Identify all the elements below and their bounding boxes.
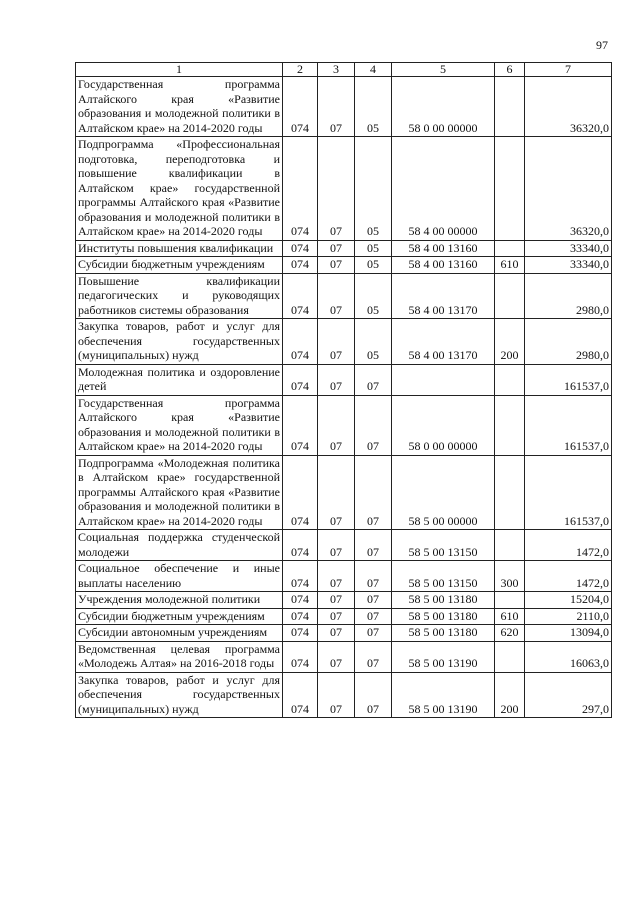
item-name-cell: Институты повышения квалификации	[76, 240, 283, 257]
subsection-code-cell: 05	[355, 77, 392, 137]
table-row	[76, 77, 612, 137]
expense-type-code-cell: 620	[495, 625, 525, 642]
column-header: 7	[525, 63, 612, 77]
ministry-code-cell: 074	[283, 592, 318, 609]
section-code-cell: 07	[318, 672, 355, 718]
ministry-code-cell: 074	[283, 530, 318, 561]
amount-cell: 36320,0	[525, 77, 612, 137]
target-article-code-cell: 58 0 00 00000	[392, 395, 495, 455]
page-number: 97	[596, 38, 608, 52]
amount-cell: 33340,0	[525, 240, 612, 257]
expense-type-code-cell: 610	[495, 257, 525, 274]
item-name-cell: Закупка товаров, работ и услуг для обеспечения государственных (муниципальных) нужд	[76, 319, 283, 365]
column-header: 2	[283, 63, 318, 77]
ministry-code-cell: 074	[283, 641, 318, 672]
target-article-code-cell: 58 0 00 00000	[392, 77, 495, 137]
ministry-code-cell: 074	[283, 561, 318, 592]
section-code-cell: 07	[318, 240, 355, 257]
subsection-code-cell: 05	[355, 319, 392, 365]
section-code-cell: 07	[318, 364, 355, 395]
ministry-code-cell: 074	[283, 240, 318, 257]
target-article-code-cell: 58 5 00 13190	[392, 641, 495, 672]
ministry-code-cell: 074	[283, 77, 318, 137]
table-row	[76, 455, 612, 530]
item-name-cell: Субсидии бюджетным учреждениям	[76, 608, 283, 625]
subsection-code-cell: 07	[355, 561, 392, 592]
expense-type-code-cell	[495, 77, 525, 137]
ministry-code-cell: 074	[283, 364, 318, 395]
target-article-code-cell: 58 5 00 13190	[392, 672, 495, 718]
section-code-cell: 07	[318, 592, 355, 609]
table-row	[76, 319, 612, 365]
target-article-code-cell: 58 4 00 13170	[392, 319, 495, 365]
table-row	[76, 257, 612, 274]
table-row	[76, 530, 612, 561]
table-row	[76, 395, 612, 455]
item-name-cell: Субсидии автономным учреждениям	[76, 625, 283, 642]
column-header: 6	[495, 63, 525, 77]
section-code-cell: 07	[318, 395, 355, 455]
ministry-code-cell: 074	[283, 319, 318, 365]
table-row	[76, 672, 612, 718]
target-article-code-cell: 58 4 00 00000	[392, 137, 495, 241]
expense-type-code-cell: 200	[495, 319, 525, 365]
subsection-code-cell: 07	[355, 364, 392, 395]
amount-cell: 161537,0	[525, 364, 612, 395]
target-article-code-cell: 58 5 00 13180	[392, 592, 495, 609]
target-article-code-cell: 58 5 00 13150	[392, 561, 495, 592]
amount-cell: 16063,0	[525, 641, 612, 672]
table-row	[76, 561, 612, 592]
target-article-code-cell: 58 4 00 13160	[392, 240, 495, 257]
expense-type-code-cell: 610	[495, 608, 525, 625]
subsection-code-cell: 05	[355, 273, 392, 319]
amount-cell: 161537,0	[525, 455, 612, 530]
target-article-code-cell: 58 5 00 13180	[392, 625, 495, 642]
item-name-cell: Государственная программа Алтайского края «Развитие образования и молодежной политики в Алтайском крае» на 2014-2020 годы	[76, 395, 283, 455]
item-name-cell: Социальная поддержка студенческой молодежи	[76, 530, 283, 561]
amount-cell: 36320,0	[525, 137, 612, 241]
section-code-cell: 07	[318, 273, 355, 319]
ministry-code-cell: 074	[283, 257, 318, 274]
amount-cell: 1472,0	[525, 561, 612, 592]
target-article-code-cell: 58 4 00 13170	[392, 273, 495, 319]
amount-cell: 161537,0	[525, 395, 612, 455]
expense-type-code-cell	[495, 364, 525, 395]
target-article-code-cell: 58 5 00 13180	[392, 608, 495, 625]
table-row	[76, 364, 612, 395]
ministry-code-cell: 074	[283, 273, 318, 319]
column-header: 4	[355, 63, 392, 77]
ministry-code-cell: 074	[283, 625, 318, 642]
section-code-cell: 07	[318, 257, 355, 274]
section-code-cell: 07	[318, 455, 355, 530]
section-code-cell: 07	[318, 608, 355, 625]
expense-type-code-cell: 300	[495, 561, 525, 592]
amount-cell: 297,0	[525, 672, 612, 718]
target-article-code-cell: 58 4 00 13160	[392, 257, 495, 274]
item-name-cell: Социальное обеспечение и иные выплаты населению	[76, 561, 283, 592]
target-article-code-cell: 58 5 00 00000	[392, 455, 495, 530]
table-row	[76, 137, 612, 241]
expense-type-code-cell	[495, 395, 525, 455]
item-name-cell: Подпрограмма «Профессиональная подготовка, переподготовка и повышение квалификации в Алтайском крае» государственной программы Алтайского края «Развитие образования и молодежной политики в Алтайском крае» на 2014-2020 годы	[76, 137, 283, 241]
column-header: 1	[76, 63, 283, 77]
amount-cell: 2110,0	[525, 608, 612, 625]
target-article-code-cell	[392, 364, 495, 395]
expense-type-code-cell	[495, 137, 525, 241]
ministry-code-cell: 074	[283, 137, 318, 241]
item-name-cell: Подпрограмма «Молодежная политика в Алтайском крае» государственной программы Алтайского края «Развитие образования и молодежной политики в Алтайском крае» на 2014-2020 годы	[76, 455, 283, 530]
table-row	[76, 273, 612, 319]
section-code-cell: 07	[318, 137, 355, 241]
amount-cell: 33340,0	[525, 257, 612, 274]
amount-cell: 13094,0	[525, 625, 612, 642]
expense-type-code-cell	[495, 641, 525, 672]
subsection-code-cell: 07	[355, 530, 392, 561]
item-name-cell: Учреждения молодежной политики	[76, 592, 283, 609]
section-code-cell: 07	[318, 77, 355, 137]
expense-type-code-cell	[495, 273, 525, 319]
subsection-code-cell: 07	[355, 592, 392, 609]
ministry-code-cell: 074	[283, 395, 318, 455]
subsection-code-cell: 05	[355, 137, 392, 241]
section-code-cell: 07	[318, 641, 355, 672]
item-name-cell: Молодежная политика и оздоровление детей	[76, 364, 283, 395]
column-header: 5	[392, 63, 495, 77]
table-row	[76, 625, 612, 642]
section-code-cell: 07	[318, 530, 355, 561]
subsection-code-cell: 07	[355, 608, 392, 625]
subsection-code-cell: 05	[355, 240, 392, 257]
expense-type-code-cell	[495, 592, 525, 609]
item-name-cell: Государственная программа Алтайского края «Развитие образования и молодежной политики в Алтайском крае» на 2014-2020 годы	[76, 77, 283, 137]
ministry-code-cell: 074	[283, 608, 318, 625]
subsection-code-cell: 07	[355, 455, 392, 530]
subsection-code-cell: 05	[355, 257, 392, 274]
item-name-cell: Повышение квалификации педагогических и руководящих работников системы образования	[76, 273, 283, 319]
section-code-cell: 07	[318, 319, 355, 365]
section-code-cell: 07	[318, 561, 355, 592]
subsection-code-cell: 07	[355, 625, 392, 642]
amount-cell: 2980,0	[525, 319, 612, 365]
amount-cell: 15204,0	[525, 592, 612, 609]
subsection-code-cell: 07	[355, 672, 392, 718]
expense-type-code-cell: 200	[495, 672, 525, 718]
expense-type-code-cell	[495, 240, 525, 257]
table-row	[76, 641, 612, 672]
item-name-cell: Субсидии бюджетным учреждениям	[76, 257, 283, 274]
table-row	[76, 592, 612, 609]
expense-type-code-cell	[495, 530, 525, 561]
amount-cell: 2980,0	[525, 273, 612, 319]
ministry-code-cell: 074	[283, 672, 318, 718]
column-header: 3	[318, 63, 355, 77]
item-name-cell: Ведомственная целевая программа «Молодежь Алтая» на 2016-2018 годы	[76, 641, 283, 672]
subsection-code-cell: 07	[355, 395, 392, 455]
subsection-code-cell: 07	[355, 641, 392, 672]
ministry-code-cell: 074	[283, 455, 318, 530]
item-name-cell: Закупка товаров, работ и услуг для обеспечения государственных (муниципальных) нужд	[76, 672, 283, 718]
target-article-code-cell: 58 5 00 13150	[392, 530, 495, 561]
section-code-cell: 07	[318, 625, 355, 642]
table-row	[76, 240, 612, 257]
expense-type-code-cell	[495, 455, 525, 530]
amount-cell: 1472,0	[525, 530, 612, 561]
budget-table	[75, 62, 612, 718]
table-row	[76, 608, 612, 625]
header-row	[76, 63, 612, 77]
